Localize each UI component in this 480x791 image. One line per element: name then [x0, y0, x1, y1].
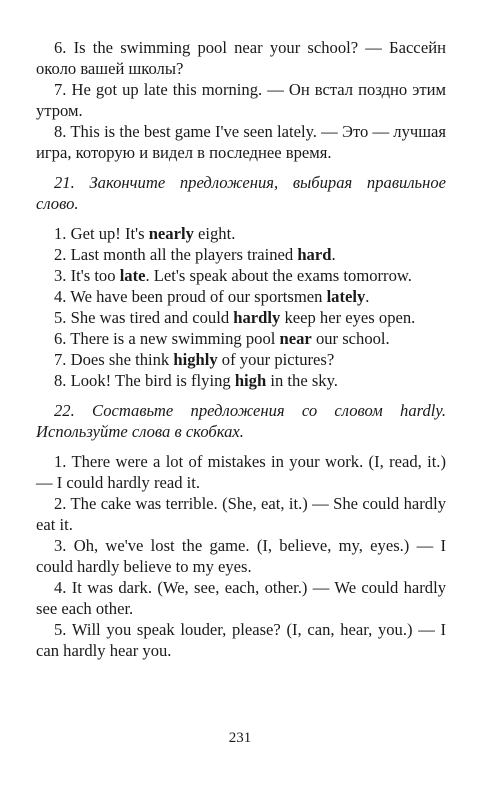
task-21-item-6: 6. There is a new swimming pool near our school.	[54, 329, 390, 348]
task-21-item-7: 7. Does she think highly of your pictures?	[54, 350, 335, 369]
task-22-item-3: 3. Oh, we've lost the game. (I, believe, my, eyes.) — I could hardly believe to my eyes.	[36, 536, 446, 576]
sentence-6: 6. Is the swimming pool near your school? — Бассейн около вашей школы?	[36, 38, 446, 78]
task-22-item-2: 2. The cake was terrible. (She, eat, it.) — She could hardly eat it.	[36, 494, 446, 534]
task-21-item-3: 3. It's too late. Let's speak about the exams tomorrow.	[54, 266, 412, 285]
task-21-item-2: 2. Last month all the players trained hard.	[54, 245, 336, 264]
task-22-item-5: 5. Will you speak louder, please? (I, can, hear, you.) — I can hardly hear you.	[36, 620, 446, 660]
page-number: 231	[228, 730, 252, 746]
task-21-item-8: 8. Look! The bird is flying high in the sky.	[54, 371, 338, 390]
keyword: late	[119, 266, 146, 285]
task-22-item-4: 4. It was dark. (We, see, each, other.) — We could hardly see each other.	[36, 578, 446, 618]
keyword: highly	[173, 350, 218, 369]
task-21-heading: 21. Закончите предложения, выбирая правильное слово.	[36, 173, 446, 213]
page-body	[36, 37, 446, 661]
task-21-item-1: 1. Get up! It's nearly eight.	[54, 224, 236, 243]
task-21-item-5: 5. She was tired and could hardly keep her eyes open.	[54, 308, 416, 327]
task-22-heading: 22. Составьте предложения со словом hardly. Используйте слова в скобках.	[36, 401, 446, 441]
keyword: high	[234, 371, 267, 390]
keyword: near	[279, 329, 312, 348]
sentence-7: 7. He got up late this morning. — Он встал поздно этим утром.	[36, 80, 446, 120]
task-22-item-1: 1. There were a lot of mistakes in your work. (I, read, it.) — I could hardly read it.	[36, 452, 446, 492]
task-21-item-4: 4. We have been proud of our sportsmen lately.	[54, 287, 370, 306]
sentence-8: 8. This is the best game I've seen lately. — Это — лучшая игра, которую и видел в последнее время.	[36, 122, 446, 162]
keyword: lately	[326, 287, 366, 306]
keyword: hardly	[233, 308, 281, 327]
keyword: nearly	[148, 224, 194, 243]
keyword: hard	[297, 245, 332, 264]
